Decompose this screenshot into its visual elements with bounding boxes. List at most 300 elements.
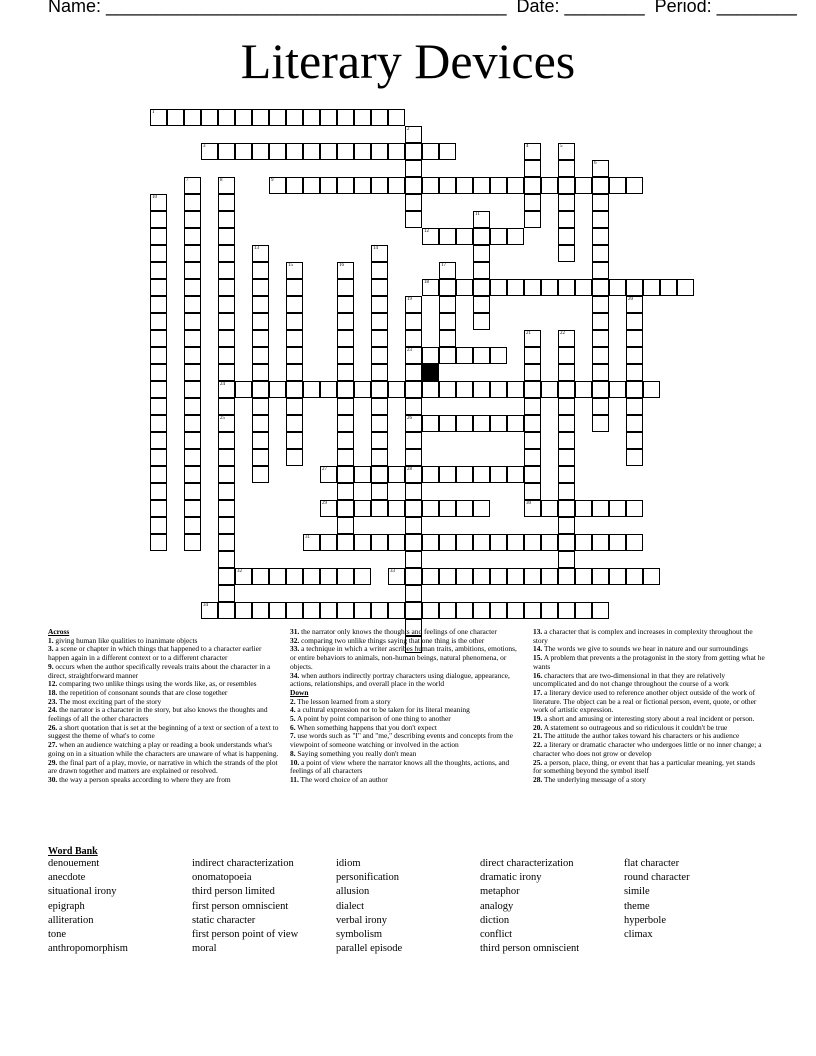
grid-cell[interactable]: [405, 432, 422, 449]
grid-cell[interactable]: [643, 279, 660, 296]
grid-cell[interactable]: [405, 177, 422, 194]
grid-cell[interactable]: [303, 602, 320, 619]
grid-cell[interactable]: [303, 143, 320, 160]
period-line[interactable]: ________: [716, 0, 797, 16]
grid-cell[interactable]: [303, 109, 320, 126]
grid-cell[interactable]: [592, 262, 609, 279]
grid-cell[interactable]: [286, 313, 303, 330]
grid-cell[interactable]: [473, 177, 490, 194]
grid-cell[interactable]: [592, 415, 609, 432]
grid-cell[interactable]: [558, 483, 575, 500]
grid-cell[interactable]: [150, 534, 167, 551]
grid-cell[interactable]: [558, 245, 575, 262]
grid-cell[interactable]: [626, 534, 643, 551]
grid-cell[interactable]: [371, 364, 388, 381]
grid-cell[interactable]: [184, 228, 201, 245]
grid-cell[interactable]: [405, 585, 422, 602]
grid-cell[interactable]: [371, 534, 388, 551]
grid-cell[interactable]: [575, 279, 592, 296]
grid-cell[interactable]: [643, 381, 660, 398]
grid-cell[interactable]: [507, 415, 524, 432]
grid-cell[interactable]: [235, 109, 252, 126]
grid-cell[interactable]: [456, 381, 473, 398]
grid-cell[interactable]: [439, 177, 456, 194]
grid-cell[interactable]: [524, 534, 541, 551]
grid-cell[interactable]: [626, 364, 643, 381]
grid-cell[interactable]: [473, 296, 490, 313]
grid-cell[interactable]: [473, 466, 490, 483]
grid-cell[interactable]: [252, 466, 269, 483]
grid-cell[interactable]: [626, 398, 643, 415]
grid-cell[interactable]: [184, 500, 201, 517]
grid-cell[interactable]: [354, 602, 371, 619]
grid-cell[interactable]: [524, 602, 541, 619]
grid-cell[interactable]: [405, 143, 422, 160]
grid-cell[interactable]: [592, 534, 609, 551]
grid-cell[interactable]: [422, 143, 439, 160]
grid-cell[interactable]: [150, 466, 167, 483]
grid-cell[interactable]: [354, 534, 371, 551]
grid-cell[interactable]: [456, 500, 473, 517]
grid-cell[interactable]: [422, 466, 439, 483]
grid-cell[interactable]: [371, 143, 388, 160]
grid-cell[interactable]: [320, 143, 337, 160]
grid-cell[interactable]: [626, 568, 643, 585]
grid-cell[interactable]: [184, 262, 201, 279]
grid-cell[interactable]: [150, 211, 167, 228]
grid-cell[interactable]: [337, 568, 354, 585]
grid-cell[interactable]: [439, 313, 456, 330]
grid-cell[interactable]: [388, 177, 405, 194]
grid-cell[interactable]: [218, 279, 235, 296]
grid-cell[interactable]: [575, 500, 592, 517]
grid-cell[interactable]: [439, 466, 456, 483]
grid-cell[interactable]: [405, 517, 422, 534]
grid-cell[interactable]: [286, 177, 303, 194]
grid-cell[interactable]: [541, 381, 558, 398]
grid-cell[interactable]: [150, 262, 167, 279]
grid-cell[interactable]: [524, 432, 541, 449]
grid-cell[interactable]: [354, 568, 371, 585]
grid-cell[interactable]: [320, 534, 337, 551]
grid-cell[interactable]: [354, 466, 371, 483]
grid-cell[interactable]: [371, 449, 388, 466]
grid-cell[interactable]: [524, 160, 541, 177]
grid-cell[interactable]: [575, 177, 592, 194]
grid-cell[interactable]: [337, 500, 354, 517]
grid-cell[interactable]: [524, 415, 541, 432]
grid-cell[interactable]: [575, 381, 592, 398]
grid-cell[interactable]: [218, 228, 235, 245]
grid-cell[interactable]: [184, 398, 201, 415]
grid-cell[interactable]: [541, 568, 558, 585]
grid-cell[interactable]: [252, 143, 269, 160]
grid-cell[interactable]: [439, 602, 456, 619]
grid-cell[interactable]: [626, 432, 643, 449]
grid-cell[interactable]: [218, 432, 235, 449]
grid-cell[interactable]: [184, 466, 201, 483]
grid-cell[interactable]: [218, 483, 235, 500]
grid-cell[interactable]: [150, 449, 167, 466]
grid-cell[interactable]: [320, 381, 337, 398]
grid-cell[interactable]: [592, 211, 609, 228]
grid-cell[interactable]: [337, 398, 354, 415]
grid-cell[interactable]: [405, 483, 422, 500]
grid-cell[interactable]: [575, 568, 592, 585]
grid-cell[interactable]: [558, 517, 575, 534]
grid-cell[interactable]: [184, 449, 201, 466]
grid-cell[interactable]: [286, 296, 303, 313]
grid-cell[interactable]: [439, 381, 456, 398]
grid-cell[interactable]: [524, 177, 541, 194]
grid-cell[interactable]: [150, 381, 167, 398]
grid-cell[interactable]: [592, 398, 609, 415]
grid-cell[interactable]: [388, 143, 405, 160]
grid-cell[interactable]: [320, 177, 337, 194]
grid-cell[interactable]: [218, 364, 235, 381]
grid-cell[interactable]: [592, 364, 609, 381]
grid-cell[interactable]: [592, 279, 609, 296]
grid-cell[interactable]: [388, 602, 405, 619]
grid-cell[interactable]: [252, 602, 269, 619]
grid-cell[interactable]: [660, 279, 677, 296]
grid-cell[interactable]: [184, 330, 201, 347]
grid-cell[interactable]: [439, 568, 456, 585]
grid-cell[interactable]: [218, 602, 235, 619]
grid-cell[interactable]: [524, 347, 541, 364]
grid-cell[interactable]: [337, 449, 354, 466]
grid-cell[interactable]: [524, 449, 541, 466]
grid-cell[interactable]: [473, 568, 490, 585]
grid-cell[interactable]: [371, 177, 388, 194]
grid-cell[interactable]: [473, 534, 490, 551]
grid-cell[interactable]: [456, 177, 473, 194]
grid-cell[interactable]: [184, 211, 201, 228]
grid-cell[interactable]: [150, 517, 167, 534]
grid-cell[interactable]: [337, 602, 354, 619]
grid-cell[interactable]: [524, 381, 541, 398]
grid-cell[interactable]: [252, 398, 269, 415]
grid-cell[interactable]: [558, 364, 575, 381]
grid-cell[interactable]: [286, 364, 303, 381]
name-line[interactable]: ________________________________________: [106, 0, 507, 16]
grid-cell[interactable]: [252, 381, 269, 398]
grid-cell[interactable]: [405, 500, 422, 517]
grid-cell[interactable]: [422, 347, 439, 364]
grid-cell[interactable]: [490, 602, 507, 619]
grid-cell[interactable]: [626, 177, 643, 194]
grid-cell[interactable]: [354, 143, 371, 160]
grid-cell[interactable]: [286, 143, 303, 160]
grid-cell[interactable]: [405, 449, 422, 466]
grid-cell[interactable]: [388, 381, 405, 398]
grid-cell[interactable]: [150, 364, 167, 381]
grid-cell[interactable]: [218, 517, 235, 534]
grid-cell[interactable]: [592, 228, 609, 245]
grid-cell[interactable]: [439, 415, 456, 432]
grid-cell[interactable]: [626, 381, 643, 398]
grid-cell[interactable]: [490, 228, 507, 245]
grid-cell[interactable]: [235, 143, 252, 160]
grid-cell[interactable]: [252, 109, 269, 126]
grid-cell[interactable]: [371, 398, 388, 415]
grid-cell[interactable]: [150, 279, 167, 296]
grid-cell[interactable]: [507, 466, 524, 483]
grid-cell[interactable]: [354, 381, 371, 398]
grid-cell[interactable]: [405, 398, 422, 415]
grid-cell[interactable]: [558, 194, 575, 211]
grid-cell[interactable]: [541, 602, 558, 619]
grid-cell[interactable]: [405, 330, 422, 347]
grid-cell[interactable]: [371, 109, 388, 126]
grid-cell[interactable]: [150, 483, 167, 500]
grid-cell[interactable]: [592, 330, 609, 347]
grid-cell[interactable]: [184, 432, 201, 449]
grid-cell[interactable]: [626, 313, 643, 330]
grid-cell[interactable]: [337, 143, 354, 160]
grid-cell[interactable]: [337, 313, 354, 330]
grid-cell[interactable]: [184, 483, 201, 500]
grid-cell[interactable]: [524, 211, 541, 228]
grid-cell[interactable]: [371, 415, 388, 432]
grid-cell[interactable]: [507, 534, 524, 551]
grid-cell[interactable]: [320, 568, 337, 585]
grid-cell[interactable]: [558, 500, 575, 517]
grid-cell[interactable]: [218, 585, 235, 602]
grid-cell[interactable]: [456, 568, 473, 585]
grid-cell[interactable]: [592, 194, 609, 211]
grid-cell[interactable]: [337, 330, 354, 347]
grid-cell[interactable]: [235, 602, 252, 619]
grid-cell[interactable]: [439, 500, 456, 517]
grid-cell[interactable]: [558, 432, 575, 449]
grid-cell[interactable]: [422, 177, 439, 194]
grid-cell[interactable]: [286, 279, 303, 296]
grid-cell[interactable]: [388, 109, 405, 126]
grid-cell[interactable]: [337, 109, 354, 126]
grid-cell[interactable]: [439, 296, 456, 313]
grid-cell[interactable]: [388, 466, 405, 483]
grid-cell[interactable]: [371, 279, 388, 296]
grid-cell[interactable]: [473, 313, 490, 330]
grid-cell[interactable]: [626, 500, 643, 517]
grid-cell[interactable]: [524, 466, 541, 483]
grid-cell[interactable]: [422, 568, 439, 585]
grid-cell[interactable]: [473, 381, 490, 398]
grid-cell[interactable]: [609, 381, 626, 398]
grid-cell[interactable]: [320, 602, 337, 619]
grid-cell[interactable]: [269, 602, 286, 619]
grid-cell[interactable]: [218, 194, 235, 211]
grid-cell[interactable]: [184, 313, 201, 330]
grid-cell[interactable]: [541, 279, 558, 296]
grid-cell[interactable]: [558, 415, 575, 432]
grid-cell[interactable]: [218, 109, 235, 126]
grid-cell[interactable]: [286, 602, 303, 619]
grid-cell[interactable]: [456, 415, 473, 432]
grid-cell[interactable]: [422, 415, 439, 432]
grid-cell[interactable]: [320, 109, 337, 126]
grid-cell[interactable]: [286, 449, 303, 466]
grid-cell[interactable]: [269, 381, 286, 398]
grid-cell[interactable]: [337, 432, 354, 449]
grid-cell[interactable]: [439, 347, 456, 364]
grid-cell[interactable]: [150, 415, 167, 432]
grid-cell[interactable]: [218, 347, 235, 364]
grid-cell[interactable]: [184, 279, 201, 296]
grid-cell[interactable]: [218, 245, 235, 262]
grid-cell[interactable]: [303, 381, 320, 398]
grid-cell[interactable]: [558, 160, 575, 177]
grid-cell[interactable]: [626, 279, 643, 296]
grid-cell[interactable]: [524, 364, 541, 381]
grid-cell[interactable]: [473, 228, 490, 245]
grid-cell[interactable]: [575, 602, 592, 619]
grid-cell[interactable]: [218, 466, 235, 483]
grid-cell[interactable]: [371, 466, 388, 483]
grid-cell[interactable]: [473, 602, 490, 619]
grid-cell[interactable]: [507, 279, 524, 296]
grid-cell[interactable]: [371, 347, 388, 364]
grid-cell[interactable]: [490, 466, 507, 483]
grid-cell[interactable]: [507, 177, 524, 194]
grid-cell[interactable]: [218, 449, 235, 466]
grid-cell[interactable]: [473, 500, 490, 517]
grid-cell[interactable]: [558, 228, 575, 245]
grid-cell[interactable]: [184, 415, 201, 432]
grid-cell[interactable]: [150, 228, 167, 245]
grid-cell[interactable]: [371, 330, 388, 347]
grid-cell[interactable]: [252, 364, 269, 381]
grid-cell[interactable]: [286, 347, 303, 364]
grid-cell[interactable]: [269, 568, 286, 585]
grid-cell[interactable]: [286, 109, 303, 126]
grid-cell[interactable]: [252, 432, 269, 449]
grid-cell[interactable]: [439, 330, 456, 347]
grid-cell[interactable]: [592, 381, 609, 398]
grid-cell[interactable]: [150, 296, 167, 313]
grid-cell[interactable]: [439, 143, 456, 160]
grid-cell[interactable]: [473, 415, 490, 432]
grid-cell[interactable]: [303, 568, 320, 585]
grid-cell[interactable]: [541, 534, 558, 551]
grid-cell[interactable]: [150, 245, 167, 262]
grid-cell[interactable]: [218, 143, 235, 160]
grid-cell[interactable]: [201, 109, 218, 126]
grid-cell[interactable]: [252, 279, 269, 296]
grid-cell[interactable]: [592, 500, 609, 517]
grid-cell[interactable]: [303, 177, 320, 194]
grid-cell[interactable]: [388, 500, 405, 517]
grid-cell[interactable]: [252, 415, 269, 432]
grid-cell[interactable]: [677, 279, 694, 296]
grid-cell[interactable]: [337, 296, 354, 313]
grid-cell[interactable]: [150, 313, 167, 330]
grid-cell[interactable]: [337, 381, 354, 398]
grid-cell[interactable]: [371, 262, 388, 279]
grid-cell[interactable]: [167, 109, 184, 126]
grid-cell[interactable]: [405, 602, 422, 619]
grid-cell[interactable]: [405, 160, 422, 177]
grid-cell[interactable]: [354, 109, 371, 126]
grid-cell[interactable]: [184, 245, 201, 262]
grid-cell[interactable]: [337, 534, 354, 551]
grid-cell[interactable]: [473, 262, 490, 279]
grid-cell[interactable]: [184, 296, 201, 313]
grid-cell[interactable]: [286, 415, 303, 432]
grid-cell[interactable]: [405, 194, 422, 211]
grid-cell[interactable]: [558, 449, 575, 466]
grid-cell[interactable]: [592, 347, 609, 364]
grid-cell[interactable]: [422, 381, 439, 398]
grid-cell[interactable]: [337, 347, 354, 364]
grid-cell[interactable]: [184, 109, 201, 126]
grid-cell[interactable]: [150, 432, 167, 449]
grid-cell[interactable]: [371, 432, 388, 449]
grid-cell[interactable]: [218, 551, 235, 568]
grid-cell[interactable]: [558, 211, 575, 228]
grid-cell[interactable]: [558, 347, 575, 364]
grid-cell[interactable]: [592, 245, 609, 262]
grid-cell[interactable]: [252, 347, 269, 364]
grid-cell[interactable]: [218, 398, 235, 415]
grid-cell[interactable]: [626, 415, 643, 432]
grid-cell[interactable]: [592, 602, 609, 619]
grid-cell[interactable]: [592, 177, 609, 194]
grid-cell[interactable]: [184, 347, 201, 364]
grid-cell[interactable]: [354, 500, 371, 517]
grid-cell[interactable]: [235, 381, 252, 398]
grid-cell[interactable]: [490, 568, 507, 585]
grid-cell[interactable]: [218, 262, 235, 279]
grid-cell[interactable]: [507, 228, 524, 245]
grid-cell[interactable]: [524, 483, 541, 500]
grid-cell[interactable]: [337, 279, 354, 296]
grid-cell[interactable]: [609, 568, 626, 585]
grid-cell[interactable]: [218, 211, 235, 228]
grid-cell[interactable]: [286, 568, 303, 585]
grid-cell[interactable]: [150, 398, 167, 415]
grid-cell[interactable]: [252, 330, 269, 347]
grid-cell[interactable]: [184, 534, 201, 551]
grid-cell[interactable]: [490, 177, 507, 194]
grid-cell[interactable]: [439, 534, 456, 551]
grid-cell[interactable]: [575, 534, 592, 551]
grid-cell[interactable]: [456, 228, 473, 245]
grid-cell[interactable]: [405, 313, 422, 330]
grid-cell[interactable]: [337, 483, 354, 500]
grid-cell[interactable]: [269, 143, 286, 160]
grid-cell[interactable]: [524, 279, 541, 296]
grid-cell[interactable]: [439, 228, 456, 245]
grid-cell[interactable]: [371, 483, 388, 500]
grid-cell[interactable]: [439, 279, 456, 296]
grid-cell[interactable]: [558, 602, 575, 619]
grid-cell[interactable]: [184, 364, 201, 381]
grid-cell[interactable]: [405, 534, 422, 551]
grid-cell[interactable]: [541, 500, 558, 517]
grid-cell[interactable]: [558, 551, 575, 568]
grid-cell[interactable]: [286, 330, 303, 347]
grid-cell[interactable]: [252, 568, 269, 585]
grid-cell[interactable]: [456, 466, 473, 483]
grid-cell[interactable]: [184, 194, 201, 211]
grid-cell[interactable]: [592, 296, 609, 313]
grid-cell[interactable]: [371, 500, 388, 517]
grid-cell[interactable]: [371, 313, 388, 330]
grid-cell[interactable]: [558, 568, 575, 585]
grid-cell[interactable]: [218, 500, 235, 517]
